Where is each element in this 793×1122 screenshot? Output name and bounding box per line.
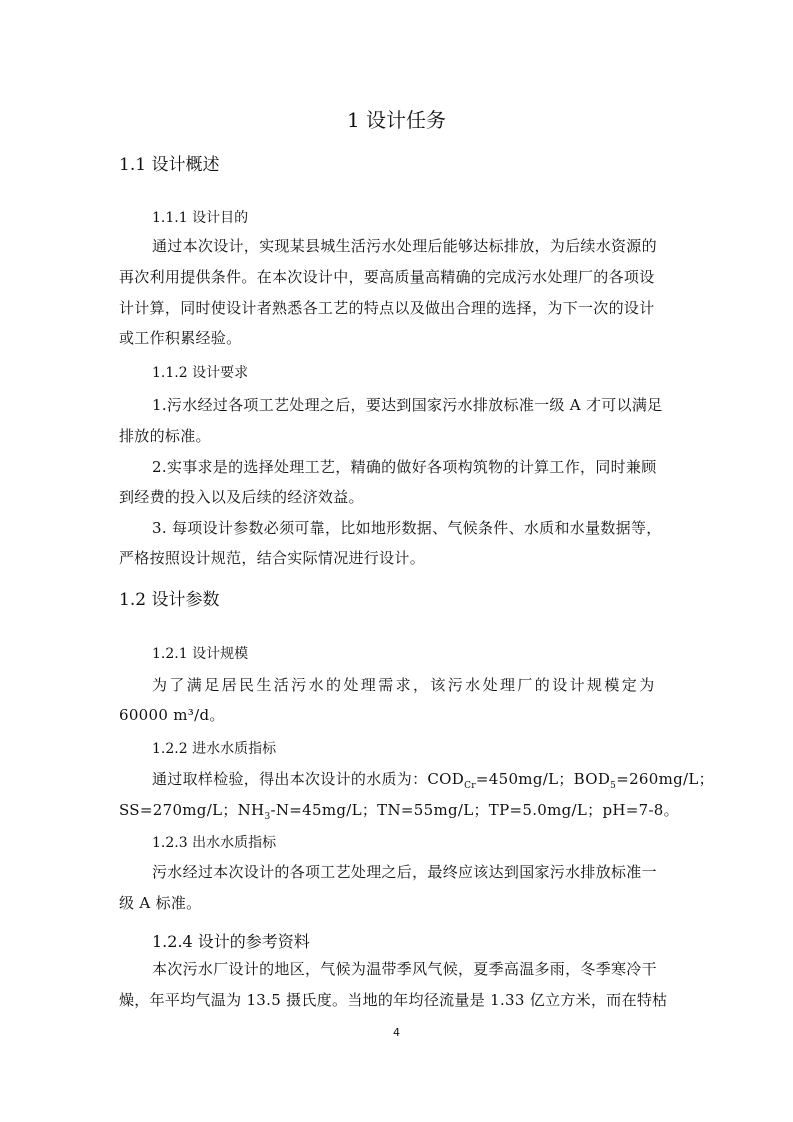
paragraph-line: 本次污水厂设计的地区，气候为温带季风气候，夏季高温多雨，冬季寒冷干 bbox=[152, 960, 657, 978]
section-heading-1-1: 1.1 设计概述 bbox=[119, 155, 220, 175]
subsection-heading-1-2-4: 1.2.4 设计的参考资料 bbox=[152, 932, 310, 951]
paragraph-line: 再次利用提供条件。在本次设计中，要高质量高精确的完成污水处理厂的各项设 bbox=[119, 268, 655, 286]
chapter-title: 1 设计任务 bbox=[346, 108, 447, 132]
subsection-heading-1-2-2: 1.2.2 进水水质指标 bbox=[152, 741, 277, 757]
subsection-heading-1-2-3: 1.2.3 出水水质指标 bbox=[152, 835, 277, 851]
design-capacity-value: 60000 m³/d。 bbox=[119, 706, 225, 724]
subsection-heading-1-1-1: 1.1.1 设计目的 bbox=[152, 210, 249, 226]
subscript: 5 bbox=[610, 781, 617, 791]
paragraph-line: 2.实事求是的选择处理工艺，精确的做好各项构筑物的计算工作，同时兼顾 bbox=[152, 458, 657, 476]
text-span: -N=45mg/L；TN=55mg/L；TP=5.0mg/L；pH=7-8。 bbox=[270, 801, 679, 819]
paragraph-line: 排放的标准。 bbox=[119, 427, 211, 445]
text-span: 通过取样检验，得出本次设计的水质为：COD bbox=[152, 770, 465, 788]
influent-quality-line-2 bbox=[119, 799, 679, 822]
paragraph-line: 通过本次设计，实现某县城生活污水处理后能够达标排放，为后续水资源的 bbox=[152, 237, 657, 255]
subscript: Cr bbox=[464, 781, 476, 791]
text-span: =450mg/L；BOD bbox=[475, 770, 611, 788]
page-number: 4 bbox=[393, 1026, 400, 1039]
paragraph-line: 级 A 标准。 bbox=[119, 894, 202, 912]
text-span: =260mg/L； bbox=[616, 770, 714, 788]
subscript: 3 bbox=[264, 812, 271, 822]
paragraph-line: 3. 每项设计参数必须可靠，比如地形数据、气候条件、水质和水量数据等， bbox=[152, 519, 662, 537]
text-span: SS=270mg/L；NH bbox=[119, 801, 265, 819]
paragraph-line: 计计算，同时使设计者熟悉各工艺的特点以及做出合理的选择，为下一次的设计 bbox=[119, 299, 655, 317]
paragraph-line: 到经费的投入以及后续的经济效益。 bbox=[119, 488, 364, 506]
subsection-heading-1-1-2: 1.1.2 设计要求 bbox=[152, 365, 249, 381]
paragraph-line: 1.污水经过各项工艺处理之后，要达到国家污水排放标准一级 A 才可以满足 bbox=[152, 396, 663, 414]
paragraph-line: 燥，年平均气温为 13.5 摄氏度。当地的年均径流量是 1.33 亿立方米，而在特枯 bbox=[119, 991, 668, 1009]
paragraph-line: 污水经过本次设计的各项工艺处理之后，最终应该达到国家污水排放标准一 bbox=[152, 863, 657, 881]
paragraph-line: 严格按照设计规范，结合实际情况进行设计。 bbox=[119, 549, 426, 567]
subsection-heading-1-2-1: 1.2.1 设计规模 bbox=[152, 646, 249, 662]
section-heading-1-2: 1.2 设计参数 bbox=[119, 590, 220, 610]
paragraph-line: 为了满足居民生活污水的处理需求，该污水处理厂的设计规模定为 bbox=[152, 676, 657, 694]
paragraph-line: 或工作积累经验。 bbox=[119, 329, 242, 347]
influent-quality-line-1 bbox=[152, 768, 714, 791]
